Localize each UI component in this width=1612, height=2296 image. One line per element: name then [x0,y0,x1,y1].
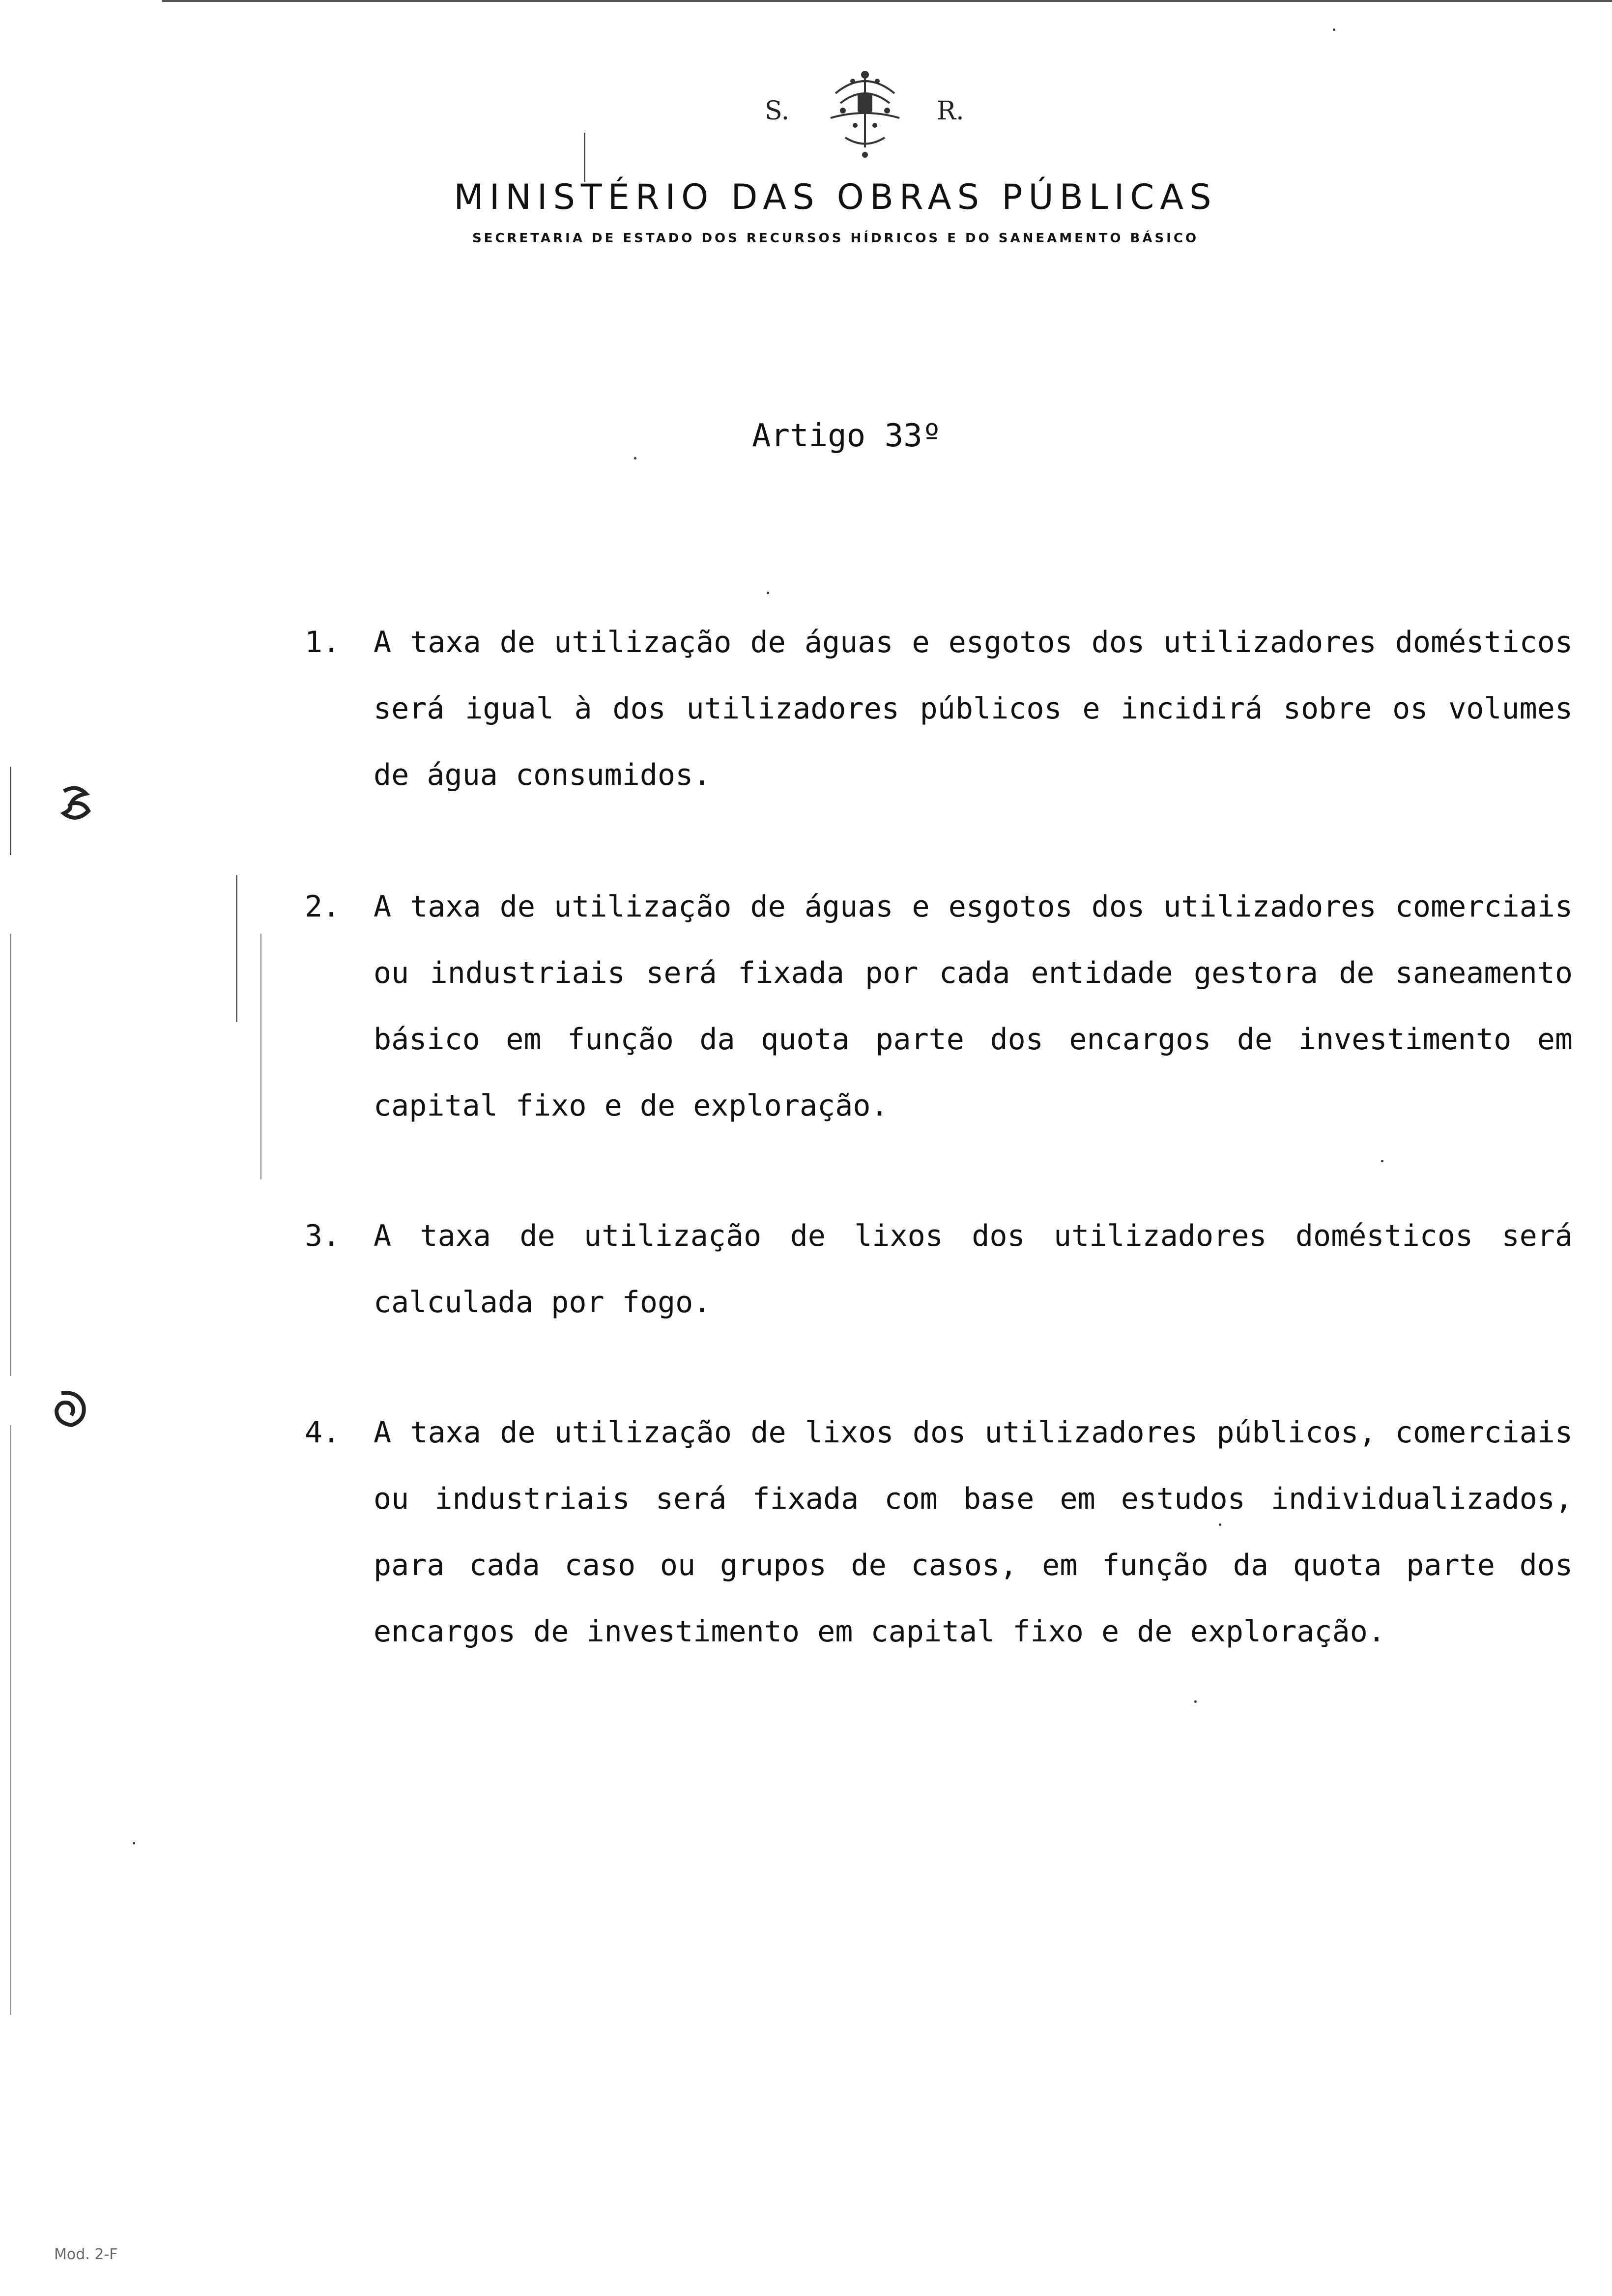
seal-left-letter: S. [765,96,790,126]
scan-speck [1194,1700,1197,1703]
margin-scan-line [236,875,237,1022]
scan-speck [767,592,769,594]
scan-speck [1333,29,1335,31]
clause-text: A taxa de utilização de águas e esgotos dos utilizadores domésticos será igual à dos utilizadores públicos e incidirá sobre os volumes de água consumidos. [374,625,1573,792]
clause-2 [305,874,1573,1139]
clause-number: 2. [305,890,341,924]
scan-speck [1381,1160,1383,1162]
clause-3 [305,1203,1573,1336]
clause-text: A taxa de utilização de lixos dos utilizadores domésticos será calculada por fogo. [374,1219,1573,1320]
clause-number: 3. [305,1219,341,1253]
margin-scan-line [10,934,11,1376]
margin-scan-line [260,934,261,1179]
margin-scan-line [10,767,11,855]
punch-hole-mark-icon [54,781,98,826]
coat-of-arms-icon [806,64,924,162]
clause-1 [305,609,1573,808]
form-code: Mod. 2-F [54,2246,118,2263]
clause-text: A taxa de utilização de lixos dos utilizadores públicos, comerciais ou industriais será fixada com base em estudos individualizados, para cada caso ou grupos de casos, em função da quota parte dos encargos de investimento em capital fixo e de exploração. [374,1415,1573,1649]
clause-number: 4. [305,1415,341,1450]
punch-hole-mark-icon [49,1386,93,1430]
scan-speck [1219,1523,1221,1526]
clause-text: A taxa de utilização de águas e esgotos dos utilizadores comerciais ou industriais será fixada por cada entidade gestora de saneamento básico em função da quota parte dos encargos de investimento em capital fixo e de exploração. [374,890,1573,1123]
clause-4 [305,1400,1573,1665]
secretariat-subtitle: SECRETARIA DE ESTADO DOS RECURSOS HÍDRICOS E DO SANEAMENTO BÁSICO [472,231,1199,246]
seal-right-letter: R. [937,96,964,126]
article-heading: Artigo 33º [752,418,942,454]
scan-top-border [162,0,1612,2]
scan-speck [634,457,636,459]
ministry-title: MINISTÉRIO DAS OBRAS PÚBLICAS [454,177,1217,217]
margin-scan-line [10,1425,11,2015]
letterhead-seal [0,59,1612,167]
seal-stroke-mark [584,133,585,182]
scan-speck [133,1842,135,1844]
clause-number: 1. [305,625,341,660]
